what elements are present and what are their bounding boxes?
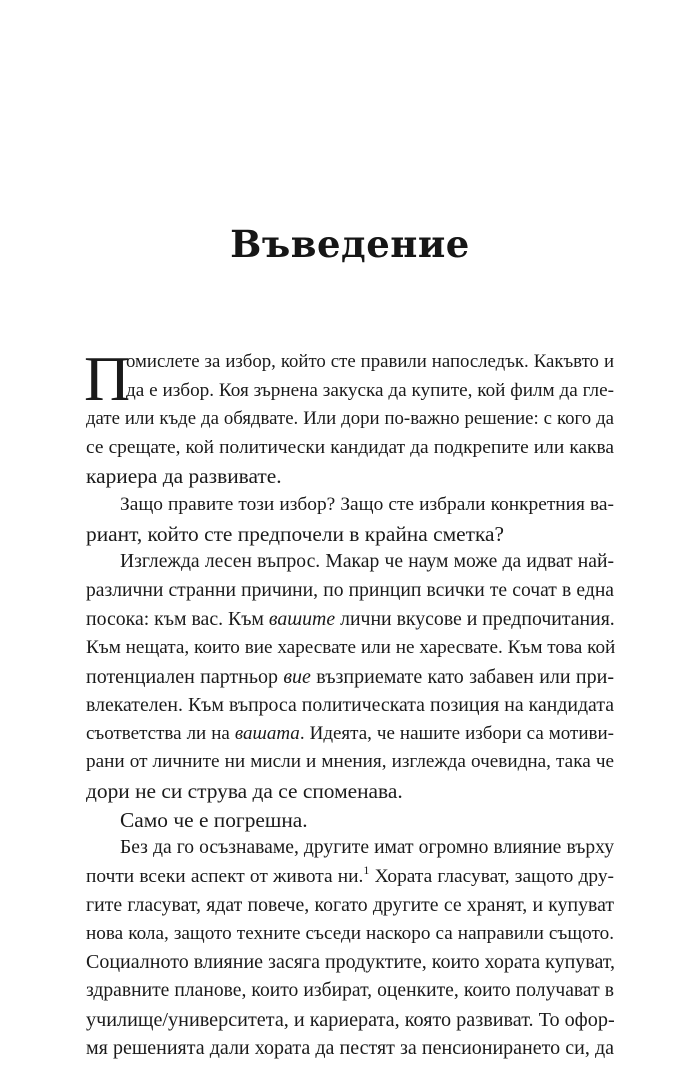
text-line: рани от личните ни мисли и мнения, изглежда очевидна, така че: [86, 751, 614, 773]
emphasis-text: вашата: [234, 722, 300, 744]
text-line: се срещате, кой политически кандидат да подкрепите или каква: [86, 436, 614, 458]
text-line: [86, 605, 614, 634]
text-line: нова кола, защото техните съседи наскоро са направили същото.: [86, 922, 614, 944]
text-line: различни странни причини, по принцип всички те сочат в една: [86, 579, 614, 601]
text-line: влекателен. Към въпроса политическата позиция на кандидата: [86, 694, 614, 717]
text-line: гите гласуват, ядат повече, когато другите се хранят, и купуват: [86, 894, 614, 917]
text-line: Към нещата, които вие харесвате или не харесвате. Към това кой: [86, 636, 616, 658]
text-line: здравните планове, които избират, оценките, които получават в: [86, 980, 614, 1002]
chapter-title: Въведение: [230, 222, 470, 266]
paragraph-1: [84, 343, 614, 491]
text-line: Защо правите този избор? Защо сте избрали конкретния ва-: [120, 493, 614, 515]
text-line: [86, 863, 614, 892]
text-line: риант, който сте предпочели в крайна сметка?: [86, 521, 505, 546]
text-segment: лични вкусове и предпочитания.: [335, 608, 615, 631]
paragraph-4: [86, 806, 614, 835]
text-line: кариера да развивате.: [86, 464, 282, 489]
text-segment: Хората гласуват, защото дру-: [369, 865, 614, 887]
text-line: дори не си струва да се споменава.: [86, 778, 403, 803]
text-segment: посока: към вас. Към: [86, 608, 269, 631]
text-line: да е избор. Коя зърнена закуска да купите, кой филм да гле-: [126, 379, 614, 401]
paragraph-3: [86, 548, 614, 805]
paragraph-5: [86, 834, 614, 1063]
drop-cap: П: [84, 343, 131, 414]
text-line: [86, 720, 614, 749]
paragraph-2: [86, 491, 614, 548]
body-text: [84, 343, 616, 1063]
text-segment: почти всеки аспект от живота ни.: [86, 865, 364, 887]
text-line: мя решенията дали хората да пестят за пенсионирането си, да: [86, 1037, 614, 1060]
text-line: [86, 663, 614, 692]
text-line: училище/университета, и кариерата, която развиват. То офор-: [86, 1008, 615, 1031]
text-line: Изглежда лесен въпрос. Макар че наум може да идват най-: [120, 551, 614, 573]
text-line: омислете за избор, който сте правили напоследък. Какъвто и: [126, 351, 614, 372]
text-line: Социалното влияние засяга продуктите, които хората купуват,: [86, 951, 616, 974]
text-line: дате или къде да обядвате. Или дори по-важно решение: с кого да: [86, 408, 614, 430]
text-line: Без да го осъзнаваме, другите имат огромно влияние върху: [120, 837, 614, 859]
text-segment: възприемате като забавен или при-: [310, 665, 614, 688]
text-segment: . Идеята, че нашите избори са мотиви-: [299, 722, 614, 744]
text-segment: съответства ли на: [86, 722, 235, 744]
text-segment: потенциален партньор: [86, 665, 284, 688]
text-line: Само че е погрешна.: [120, 807, 308, 832]
footnote-marker[interactable]: 1: [363, 862, 370, 877]
emphasis-text: вие: [283, 665, 311, 688]
emphasis-text: вашите: [268, 608, 336, 631]
